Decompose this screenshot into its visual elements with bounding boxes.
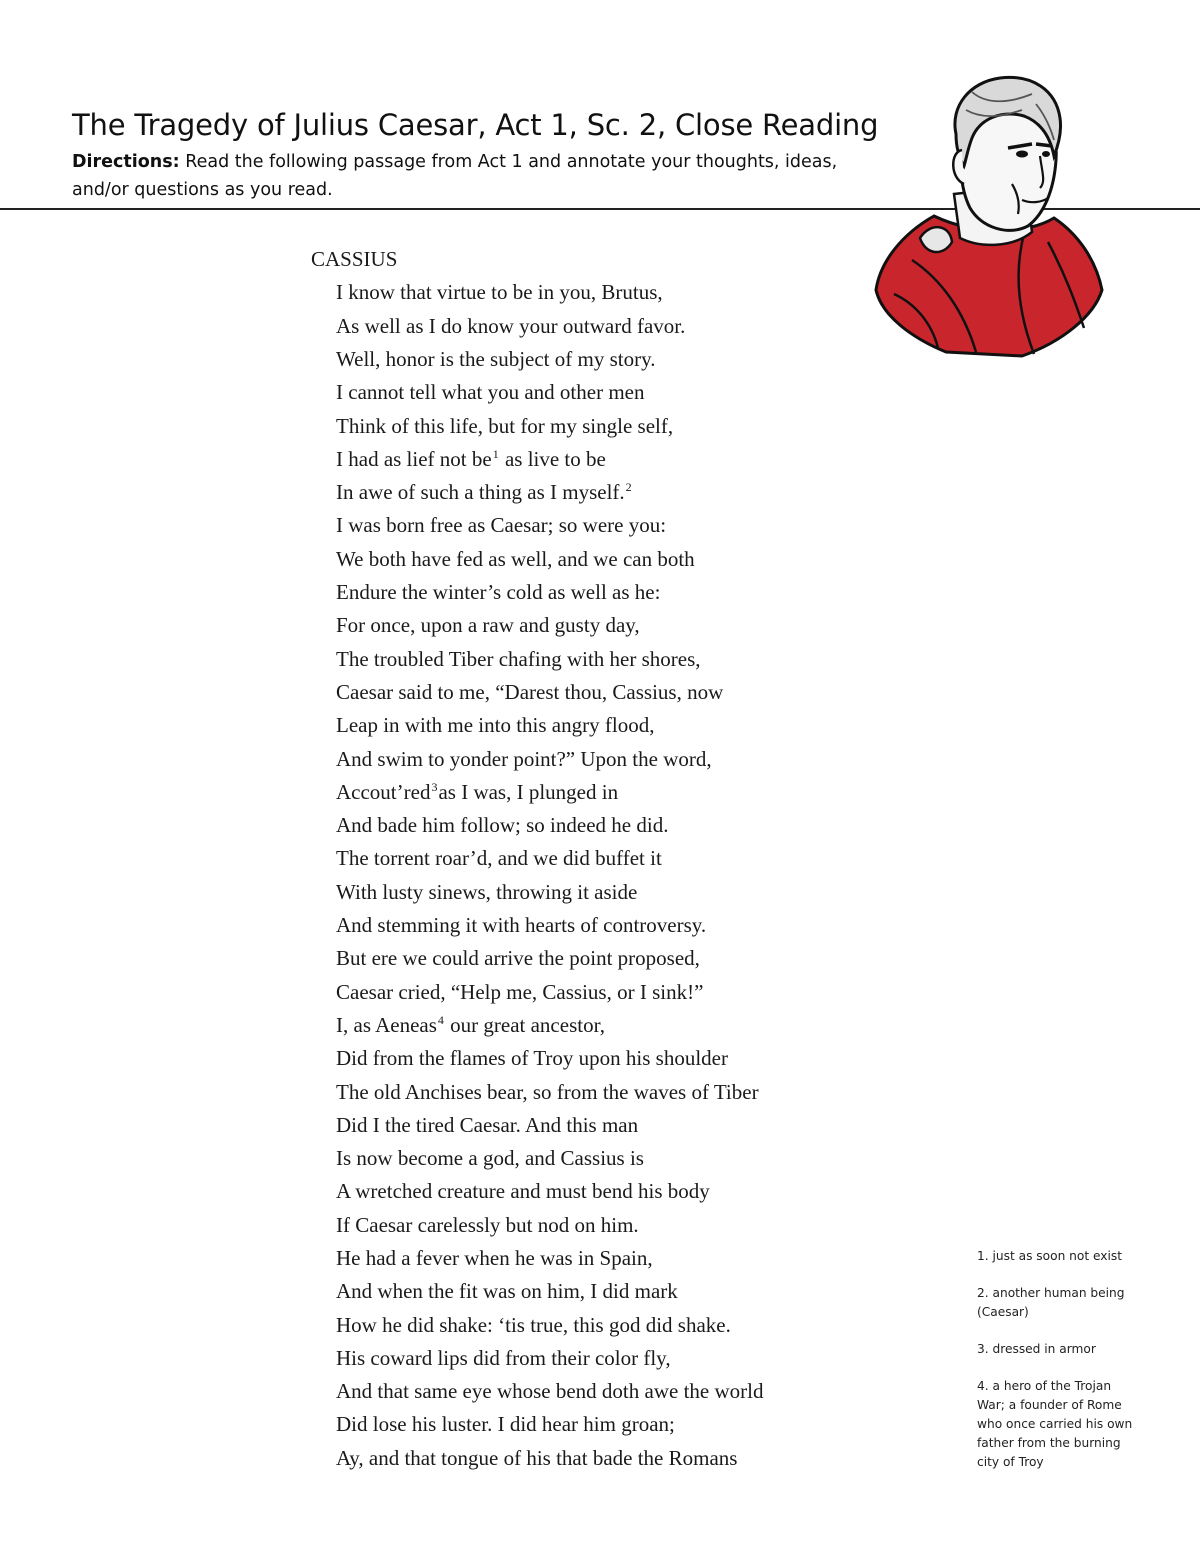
- verse-text: I know that virtue to be in you, Brutus,: [336, 280, 663, 305]
- footnote-marker: 2: [625, 480, 632, 495]
- verse-line: [336, 710, 763, 743]
- verse-line: [336, 277, 763, 310]
- verse-line: [336, 311, 763, 344]
- verse-text: Accout’red: [336, 779, 431, 804]
- verse-text: His coward lips did from their color fly,: [336, 1345, 671, 1370]
- verse-text-continued: our great ancestor,: [444, 1012, 605, 1037]
- verse-line: [336, 1443, 763, 1476]
- footnote-marker: 1: [492, 446, 499, 461]
- verse-text-continued: as live to be: [499, 446, 606, 471]
- shoulder-brooch: [920, 227, 952, 252]
- footnote: 3. dressed in armor: [977, 1342, 1096, 1356]
- verse-line: [336, 1110, 763, 1143]
- verse-lines: [311, 277, 763, 1476]
- verse-text: And swim to yonder point?” Upon the word,: [336, 746, 712, 771]
- footnote: 2. another human being (Caesar): [977, 1286, 1125, 1319]
- verse-text: I, as Aeneas: [336, 1012, 437, 1037]
- verse-line: [336, 1143, 763, 1176]
- footnote: 1. just as soon not exist: [977, 1249, 1123, 1263]
- julius-caesar-portrait-icon: [872, 66, 1104, 358]
- page-title: The Tragedy of Julius Caesar, Act 1, Sc. 2, Close Reading: [72, 108, 879, 142]
- verse-text: For once, upon a raw and gusty day,: [336, 613, 640, 638]
- verse-text: The old Anchises bear, so from the waves of Tiber: [336, 1079, 759, 1104]
- verse-text: And that same eye whose bend doth awe the world: [336, 1379, 764, 1404]
- verse-text: Endure the winter’s cold as well as he:: [336, 580, 661, 605]
- verse-line: [336, 777, 763, 810]
- verse-text: And when the fit was on him, I did mark: [336, 1279, 678, 1304]
- directions-label: Directions:: [72, 152, 180, 172]
- verse-text: If Caesar carelessly but nod on him.: [336, 1212, 639, 1237]
- verse-line: [336, 744, 763, 777]
- verse-text: As well as I do know your outward favor.: [336, 313, 686, 338]
- verse-line: [336, 1310, 763, 1343]
- verse-text: And bade him follow; so indeed he did.: [336, 813, 669, 838]
- verse-text: I cannot tell what you and other men: [336, 380, 645, 405]
- verse-line: [336, 1176, 763, 1209]
- verse-line: [336, 1077, 763, 1110]
- verse-text: Well, honor is the subject of my story.: [336, 346, 656, 371]
- verse-text: With lusty sinews, throwing it aside: [336, 879, 638, 904]
- verse-text: Is now become a god, and Cassius is: [336, 1146, 644, 1171]
- verse-line: [336, 1276, 763, 1309]
- verse-text: Think of this life, but for my single self,: [336, 413, 674, 438]
- verse-text-continued: as I was, I plunged in: [438, 779, 619, 804]
- verse-line: [336, 477, 763, 510]
- verse-text: But ere we could arrive the point proposed,: [336, 946, 700, 971]
- verse-line: [336, 377, 763, 410]
- verse-line: [336, 444, 763, 477]
- verse-text: I was born free as Caesar; so were you:: [336, 513, 667, 538]
- verse-line: [336, 644, 763, 677]
- verse-text: And stemming it with hearts of controversy.: [336, 913, 707, 938]
- footnote-marker: 3: [431, 779, 438, 794]
- verse-line: [336, 544, 763, 577]
- verse-line: [336, 843, 763, 876]
- footnote-marker: 4: [437, 1012, 444, 1027]
- verse-text: Caesar cried, “Help me, Cassius, or I sink!”: [336, 979, 704, 1004]
- verse-text: The troubled Tiber chafing with her shores,: [336, 646, 701, 671]
- verse-text: The torrent roar’d, and we did buffet it: [336, 846, 662, 871]
- verse-line: [336, 910, 763, 943]
- verse-line: [336, 1043, 763, 1076]
- directions-text: Read the following passage from Act 1 and annotate your thoughts, ideas, and/or questions as you read.: [72, 152, 838, 200]
- verse-line: [336, 1409, 763, 1442]
- verse-line: [336, 1243, 763, 1276]
- verse-text: Ay, and that tongue of his that bade the Romans: [336, 1445, 738, 1470]
- speaker-name: CASSIUS: [311, 247, 398, 271]
- verse-line: [336, 677, 763, 710]
- verse-text: Caesar said to me, “Darest thou, Cassius, now: [336, 679, 724, 704]
- footnotes: [977, 1247, 1137, 1490]
- verse-text: Did lose his luster. I did hear him groan;: [336, 1412, 675, 1437]
- verse-line: [336, 943, 763, 976]
- verse-line: [336, 577, 763, 610]
- verse-text: I had as lief not be: [336, 446, 492, 471]
- verse-line: [336, 1343, 763, 1376]
- cassius-passage: [311, 244, 763, 1476]
- verse-line: [336, 411, 763, 444]
- verse-line: [336, 610, 763, 643]
- verse-text: A wretched creature and must bend his body: [336, 1179, 710, 1204]
- directions: [72, 148, 872, 204]
- verse-text: Did from the flames of Troy upon his shoulder: [336, 1046, 728, 1071]
- verse-text: He had a fever when he was in Spain,: [336, 1246, 653, 1270]
- verse-text: Leap in with me into this angry flood,: [336, 713, 655, 738]
- verse-line: [336, 1376, 763, 1409]
- verse-line: [336, 877, 763, 910]
- verse-text: We both have fed as well, and we can both: [336, 546, 695, 571]
- verse-line: [336, 977, 763, 1010]
- verse-line: [336, 1210, 763, 1243]
- footnote: 4. a hero of the Trojan War; a founder of Rome who once carried his own father from the burning city of Troy: [977, 1379, 1133, 1469]
- verse-line: [336, 344, 763, 377]
- verse-text: In awe of such a thing as I myself.: [336, 480, 625, 505]
- verse-line: [336, 810, 763, 843]
- verse-line: [336, 510, 763, 543]
- verse-line: [336, 1010, 763, 1043]
- verse-text: Did I the tired Caesar. And this man: [336, 1112, 639, 1137]
- verse-text: How he did shake: ‘tis true, this god did shake.: [336, 1312, 731, 1337]
